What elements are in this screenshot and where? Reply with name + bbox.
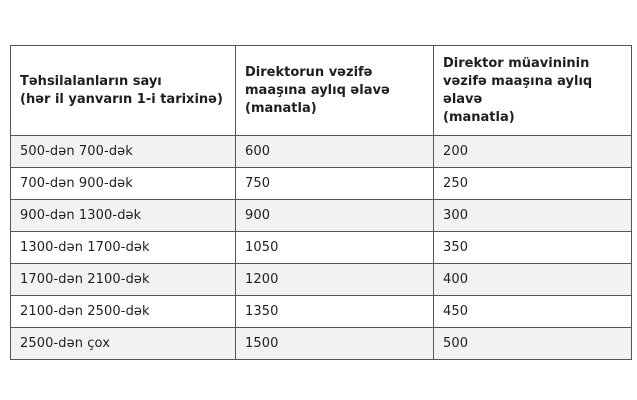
cell-deputy-allowance: 200 bbox=[434, 136, 632, 168]
cell-director-allowance: 1500 bbox=[236, 328, 434, 360]
header-text-line: (manatla) bbox=[245, 100, 317, 116]
table-row bbox=[11, 264, 632, 296]
table-header-row bbox=[11, 46, 632, 136]
cell-deputy-allowance: 450 bbox=[434, 296, 632, 328]
header-text-line: (hər il yanvarın 1-i tarixinə) bbox=[20, 91, 223, 107]
cell-director-allowance: 750 bbox=[236, 168, 434, 200]
allowance-table bbox=[10, 45, 632, 360]
cell-student-range: 2100-dən 2500-dək bbox=[11, 296, 236, 328]
table-row bbox=[11, 296, 632, 328]
header-text-line: Direktorun vəzifə bbox=[245, 64, 373, 80]
header-director-allowance bbox=[236, 46, 434, 136]
cell-director-allowance: 600 bbox=[236, 136, 434, 168]
header-text-line: (manatla) bbox=[443, 109, 515, 125]
header-text-line: əlavə bbox=[443, 91, 483, 107]
cell-deputy-allowance: 250 bbox=[434, 168, 632, 200]
cell-student-range: 900-dən 1300-dək bbox=[11, 200, 236, 232]
table-row bbox=[11, 232, 632, 264]
cell-student-range: 1300-dən 1700-dək bbox=[11, 232, 236, 264]
header-student-count bbox=[11, 46, 236, 136]
header-text-line: vəzifə maaşına aylıq bbox=[443, 73, 593, 89]
cell-director-allowance: 1200 bbox=[236, 264, 434, 296]
cell-student-range: 500-dən 700-dək bbox=[11, 136, 236, 168]
cell-deputy-allowance: 400 bbox=[434, 264, 632, 296]
table-row bbox=[11, 200, 632, 232]
table-row bbox=[11, 136, 632, 168]
table-row bbox=[11, 328, 632, 360]
header-deputy-allowance bbox=[434, 46, 632, 136]
header-text-line: Təhsilalanların sayı bbox=[20, 73, 162, 89]
cell-student-range: 2500-dən çox bbox=[11, 328, 236, 360]
cell-director-allowance: 1350 bbox=[236, 296, 434, 328]
header-text-line: maaşına aylıq əlavə bbox=[245, 82, 390, 98]
table-row bbox=[11, 168, 632, 200]
header-text-line: Direktor müavininin bbox=[443, 55, 590, 71]
cell-director-allowance: 900 bbox=[236, 200, 434, 232]
cell-deputy-allowance: 350 bbox=[434, 232, 632, 264]
cell-student-range: 700-dən 900-dək bbox=[11, 168, 236, 200]
allowance-table-container bbox=[10, 45, 631, 360]
cell-deputy-allowance: 500 bbox=[434, 328, 632, 360]
cell-deputy-allowance: 300 bbox=[434, 200, 632, 232]
cell-director-allowance: 1050 bbox=[236, 232, 434, 264]
cell-student-range: 1700-dən 2100-dək bbox=[11, 264, 236, 296]
